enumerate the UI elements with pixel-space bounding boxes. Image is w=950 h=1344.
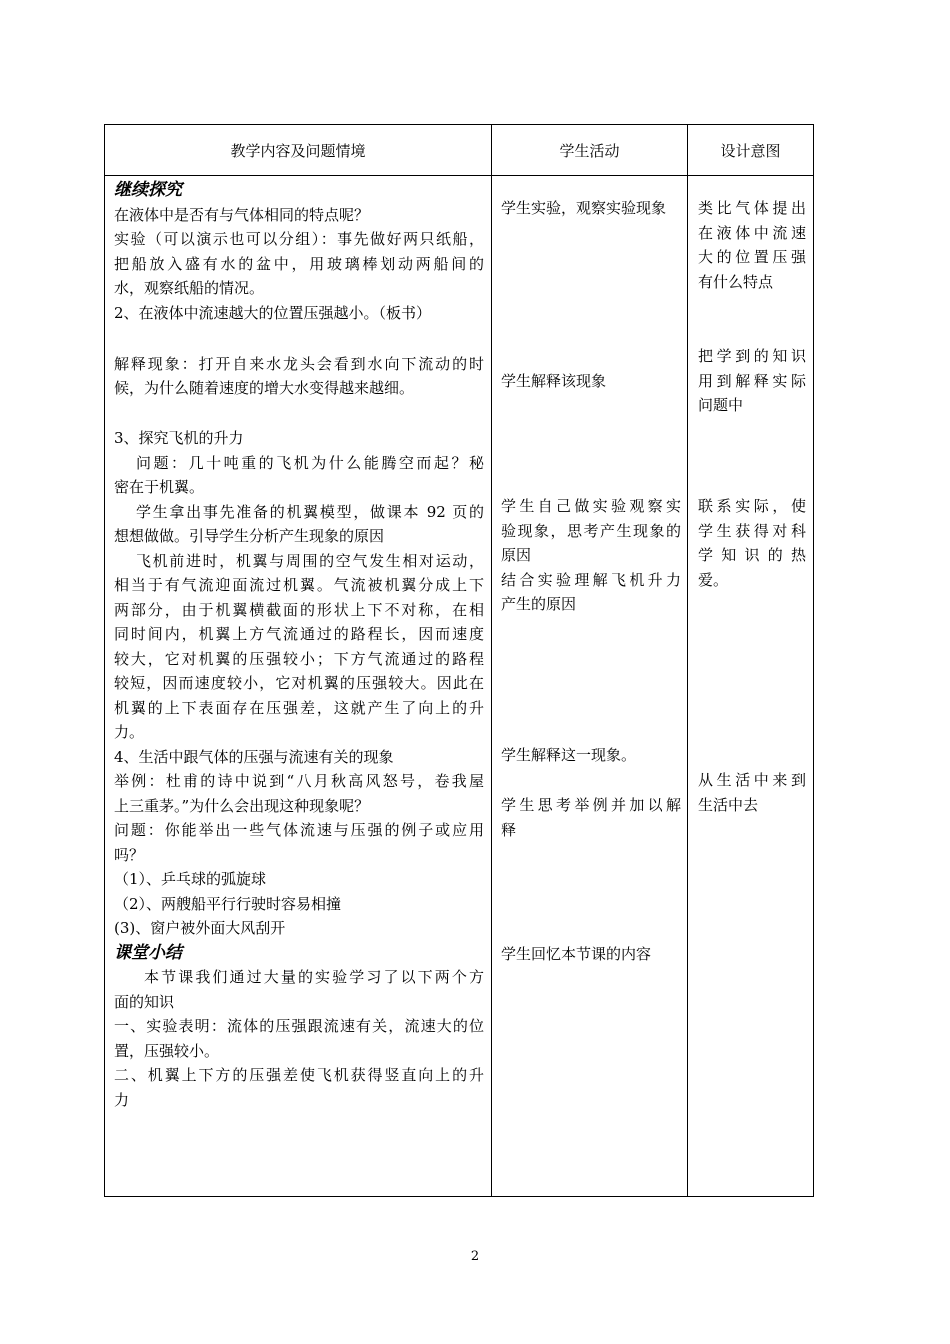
text-line: 在液体中流速 [698, 223, 806, 242]
design-intent-i2 [698, 344, 806, 418]
text-line: 3、探究飞机的升力 [114, 429, 244, 447]
text-line: 在液体中是否有与气体相同的特点呢？ [114, 205, 370, 224]
text-line: 学生自己做实验观察实 [501, 497, 681, 515]
text-line: 问题中 [698, 396, 744, 414]
text-line: 同时间内，机翼上方气流通过的路程长，因而速度 [114, 625, 484, 643]
design-intent-i1 [698, 196, 806, 294]
text-line: 把学到的知识 [698, 347, 806, 365]
text-line: 联系实际，使 [698, 497, 806, 515]
text-line: 从生活中来到 [698, 771, 806, 789]
text-line: 学生解释该现象 [501, 372, 607, 390]
text-line: 类比气体提出 [698, 199, 806, 217]
column-divider [491, 125, 492, 1196]
text-line: 验现象，思考产生现象的 [501, 521, 681, 540]
text-line: 释 [501, 820, 517, 839]
text-line: 产生的原因 [501, 595, 577, 613]
text-line: 密在于机翼。 [114, 478, 205, 496]
list-item: (3)、窗户被外面大风刮开 [114, 919, 286, 937]
text-line: 原因 [501, 546, 532, 564]
text-line: 有什么特点 [698, 272, 774, 291]
design-intent-i3 [698, 494, 806, 592]
student-activity-a3 [501, 494, 681, 617]
text-line: 学生思考举例并加以解 [501, 796, 681, 814]
text-line: 爱。 [698, 570, 729, 589]
text-line: 候，为什么随着速度的增大水变得越来越细。 [114, 379, 415, 397]
header-divider [105, 175, 813, 176]
text-line: 两部分，由于机翼横截面的形状上下不对称，在相 [114, 600, 484, 619]
text-line: 大的位置压强 [698, 248, 806, 266]
text-line: 把船放入盛有水的盆中，用玻璃棒划动两船间的 [114, 254, 484, 273]
text-line: 解释现象：打开自来水龙头会看到水向下流动的时 [114, 354, 484, 373]
text-line: 举例：杜甫的诗中说到“八月秋高风怒号，卷我屋 [114, 772, 484, 790]
student-activity-a6 [501, 942, 683, 967]
teaching-content-cell [114, 178, 484, 1112]
design-intent-i4 [698, 768, 806, 817]
text-line: 学生回忆本节课的内容 [501, 945, 652, 963]
text-line: 面的知识 [114, 992, 175, 1011]
student-activity-a2 [501, 369, 683, 394]
student-activity-a4 [501, 743, 683, 768]
text-line: 学生拿出事先准备的机翼模型，做课本 92 页的 [136, 502, 484, 521]
column-divider [687, 125, 688, 1196]
section-heading-continue-explore: 继续探究 [114, 180, 182, 200]
text-line: 水，观察纸船的情况。 [114, 279, 265, 297]
text-line: 学知识的热 [698, 546, 806, 564]
text-line: 问题：你能举出一些气体流速与压强的例子或应用 [114, 821, 484, 839]
text-line: 机翼的上下表面存在压强差，这就产生了向上的升 [114, 698, 484, 717]
text-line: 学生实验，观察实验现象 [501, 199, 667, 217]
text-line: 本节课我们通过大量的实验学习了以下两个方 [144, 968, 484, 986]
list-item: （2）、两艘船平行行驶时容易相撞 [114, 894, 342, 913]
text-line: 上三重茅。”为什么会出现这种现象呢？ [114, 796, 370, 815]
text-line: 生活中去 [698, 795, 759, 814]
text-line: 飞机前进时，机翼与周围的空气发生相对运动， [136, 551, 484, 570]
text-line: 力。 [114, 723, 145, 741]
text-line: 想想做做。引导学生分析产生现象的原因 [114, 527, 385, 545]
text-line: 结合实验理解飞机升力 [501, 570, 681, 589]
text-line: 一、实验表明：流体的压强跟流速有关，流速大的位 [114, 1017, 484, 1035]
student-activity-a5 [501, 793, 681, 842]
text-line: 二、机翼上下方的压强差使飞机获得竖直向上的升 [114, 1066, 484, 1084]
text-line: 相当于有气流迎面流过机翼。气流被机翼分成上下 [114, 576, 484, 594]
lesson-table [104, 124, 814, 1197]
text-line: 较大，它对机翼的压强较小；下方气流通过的路程 [114, 649, 484, 668]
list-item: （1）、乒乓球的弧旋球 [114, 870, 267, 888]
text-line: 置，压强较小。 [114, 1041, 220, 1060]
text-line: 较短，因而速度较小，它对机翼的压强较大。因此在 [114, 674, 484, 692]
text-line: 学生获得对科 [698, 521, 806, 540]
text-line: 2、在液体中流速越大的位置压强越小。（板书） [114, 303, 432, 322]
text-line: 学生解释这一现象。 [501, 746, 637, 764]
text-line: 用到解释实际 [698, 371, 806, 390]
text-line: 力 [114, 1090, 130, 1109]
text-line: 吗？ [114, 845, 145, 864]
text-line: 4、生活中跟气体的压强与流速有关的现象 [114, 747, 394, 766]
page-number: 2 [470, 1249, 480, 1264]
header-design-intent: 设计意图 [720, 141, 781, 160]
text-line: 问题：几十吨重的飞机为什么能腾空而起？秘 [136, 453, 484, 472]
section-heading-class-summary: 课堂小结 [114, 942, 182, 963]
text-line: 实验（可以演示也可以分组）：事先做好两只纸船， [114, 230, 484, 248]
student-activity-a1 [501, 196, 683, 221]
header-teaching-content: 教学内容及问题情境 [230, 141, 366, 160]
header-student-activity: 学生活动 [559, 141, 620, 160]
